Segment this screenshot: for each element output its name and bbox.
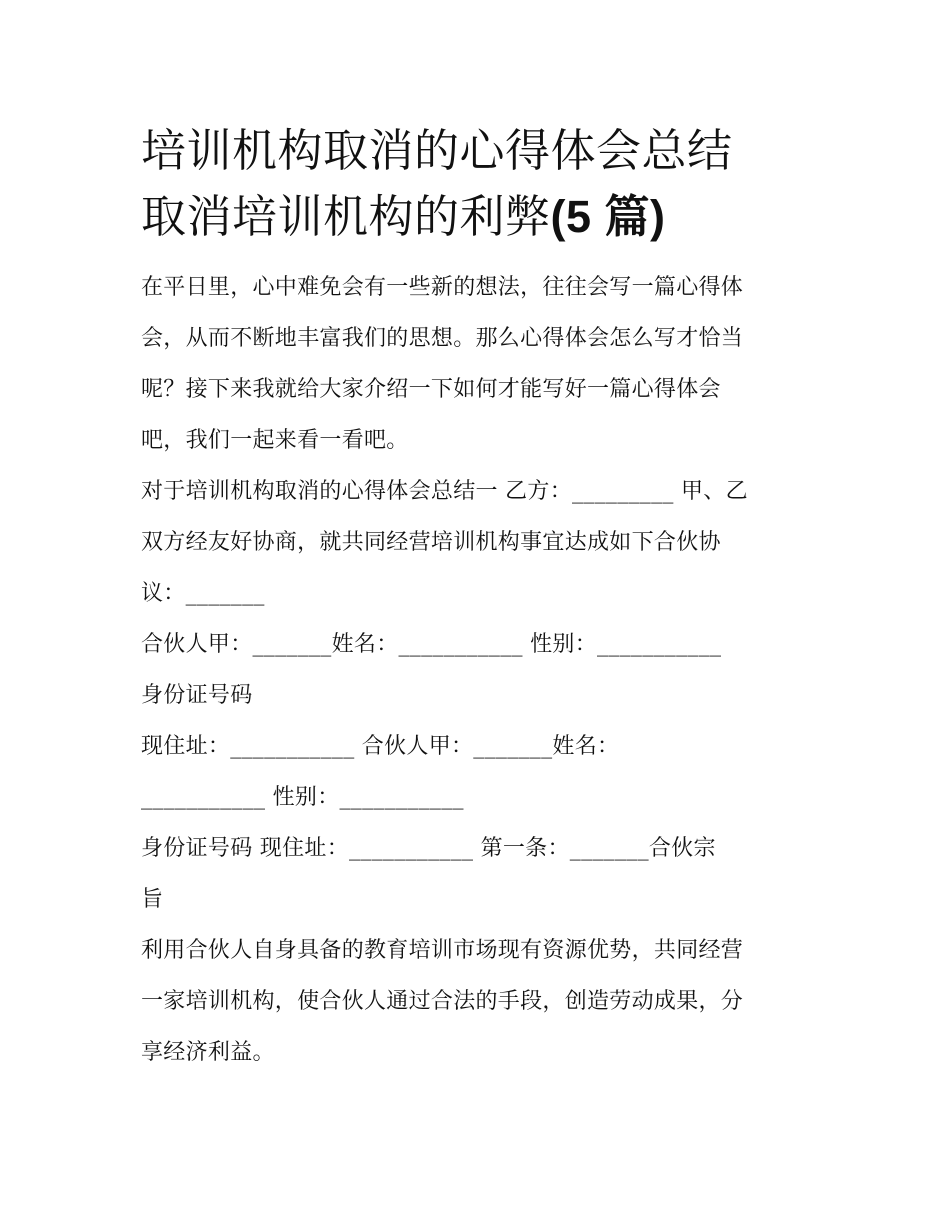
- text-line: 旨: [141, 887, 164, 912]
- purpose-paragraph: [141, 925, 821, 1078]
- text-line: 一家培训机构，使合伙人通过合法的手段，创造劳动成果，分: [141, 989, 744, 1014]
- address-paragraph: [141, 721, 821, 823]
- intro-paragraph: [141, 262, 821, 466]
- text-line: 身份证号码: [141, 683, 253, 708]
- title-line-2-count: (5 篇): [550, 191, 666, 242]
- document-title: [141, 118, 821, 250]
- text-line: 会，从而不断地丰富我们的思想。那么心得体会怎么写才恰当: [141, 326, 744, 351]
- text-line: 现住址：___________ 合伙人甲：_______姓名：: [141, 734, 620, 759]
- text-line: 议：_______: [141, 581, 265, 606]
- text-line: 吧，我们一起来看一看吧。: [141, 428, 409, 453]
- text-line: 合伙人甲：_______姓名：___________ 性别：___________: [141, 632, 722, 657]
- text-line: 利用合伙人自身具备的教育培训市场现有资源优势，共同经营: [141, 938, 744, 963]
- text-line: 在平日里，心中难免会有一些新的想法，往往会写一篇心得体: [141, 275, 744, 300]
- text-line: 呢？接下来我就给大家介绍一下如何才能写好一篇心得体会: [141, 377, 721, 402]
- title-line-2-text: 取消培训机构的利弊: [141, 190, 551, 243]
- article-one-paragraph: [141, 823, 821, 925]
- text-line: 身份证号码 现住址：___________ 第一条：_______合伙宗: [141, 836, 716, 861]
- text-line: ___________ 性别：___________: [141, 785, 464, 810]
- text-line: 双方经友好协商，就共同经营培训机构事宜达成如下合伙协: [141, 530, 721, 555]
- text-line: 享经济利益。: [141, 1040, 275, 1065]
- text-line: 对于培训机构取消的心得体会总结一 乙方：_________ 甲、乙: [141, 479, 748, 504]
- title-line-2: [141, 184, 821, 250]
- title-line-1: 培训机构取消的心得体会总结: [141, 124, 733, 177]
- document-page: [141, 118, 821, 1078]
- agreement-intro-paragraph: [141, 466, 821, 619]
- partner-a-paragraph: [141, 619, 821, 721]
